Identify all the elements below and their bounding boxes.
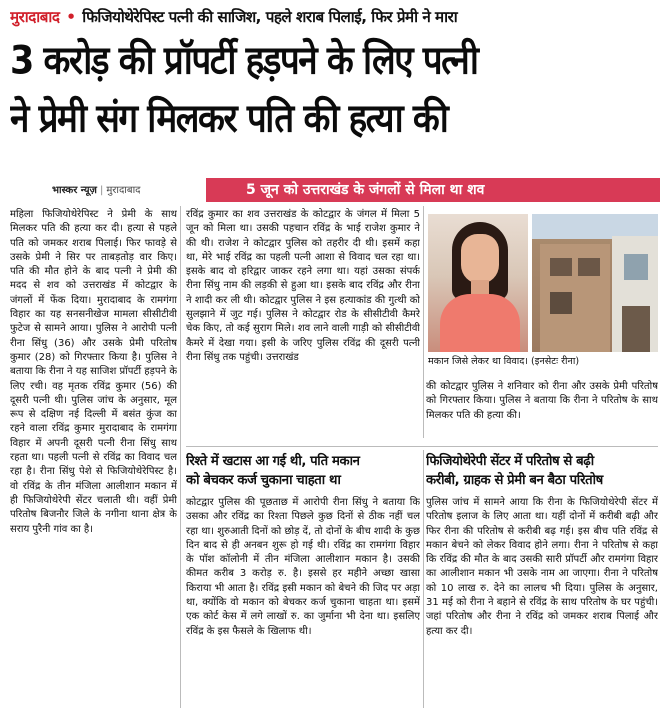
column-divider-3 — [423, 450, 424, 708]
column-divider-1 — [180, 206, 181, 708]
section-2-heading-line-1: रिश्ते में खटास आ गई थी, पति मकान — [186, 454, 360, 469]
woman-photo — [428, 214, 528, 352]
kicker-bullet: • — [66, 8, 76, 26]
section-3-heading-line-2: करीबी, ग्राहक से प्रेमी बन बैठा परितोष — [426, 473, 603, 488]
column-3-text — [426, 380, 658, 438]
column-3-paragraph: की कोटद्वार पुलिस ने शनिवार को रीना और उसके प्रेमी परितोष को गिरफ्तार किया। पुलिस ने बताया कि रीना ने परितोष के साथ मिलकर पति की हत्या की। — [426, 381, 658, 421]
section-3-paragraph: पुलिस जांच में सामने आया कि रीना के फिजियोथेरेपी सेंटर में परितोष इलाज के लिए आता था। यहीं दोनों में करीबी बढ़ी और फिर रीना की परितोष से करीबी बढ़ गई। इस बीच पति रविंद्र से मकान बेचने को लेकर विवाद होने लगा। रीना ने परितोष से कहा कि रविंद्र की मौत के बाद उसकी सारी प्रॉपर्टी और रामगंगा विहार का आलीशान मकान भी उसके नाम आ जाएगा। रीना ने परितोष को 10 लाख रु. देने का लालच भी दिया। पुलिस के अनुसार, 31 मई को रीना ने बहाने से रविंद्र के साथ परितोष के घर पहुंची। जहां परितोष और रीना ने रविंद्र को जमकर शराब पिलाई और हत्या कर दी। — [426, 497, 658, 637]
section-2-text — [186, 496, 420, 708]
byline-location: मुरादाबाद — [106, 185, 141, 196]
kicker-city: मुरादाबाद — [10, 8, 60, 26]
section-2-heading-line-2: को बेचकर कर्ज चुकाना चाहता था — [186, 473, 341, 488]
subhead-banner: 5 जून को उत्तराखंड के जंगलों से मिला था शव — [206, 178, 660, 202]
headline-line-2: ने प्रेमी संग मिलकर पति की हत्या की — [10, 96, 448, 142]
headline-line-1: 3 करोड़ की प्रॉपर्टी हड़पने के लिए पत्नी — [10, 38, 478, 84]
column-2-paragraph: रविंद्र कुमार का शव उत्तराखंड के कोटद्वार के जंगल में मिला 5 जून को मिला था। उसकी पहचान रविंद्र के भाई राजेश कुमार ने की थी। राजेश ने कोटद्वार पुलिस को तहरीर दी थी। इसमें कहा था, मेरे भाई रविंद्र का पहली पत्नी आशा से विवाद चल रहा था। इसके बाद वो हरिद्वार जाकर रहने लगा था। यहां उसका संपर्क रीना सिंधु नाम की लड़की से हुआ था। इसके बाद रविंद्र और रीना ने शादी कर ली थी। कोटद्वार पुलिस ने इस हत्याकांड की गुत्थी को सुलझाने में जुट गई। पुलिस ने कोटद्वार रोड के सीसीटीवी कैमरे चेक किए, तो कई सुराग मिले। शव लाने वाली गाड़ी को सीसीटीवी कैमरे में देखा गया। इसी के जरिए पुलिस रविंद्र की दूसरी पत्नी रीना सिंधु तक पहुंची। उत्तराखंड — [186, 209, 420, 363]
section-2-paragraph: कोटद्वार पुलिस की पूछताछ में आरोपी रीना सिंधु ने बताया कि उसका और रविंद्र का रिश्ता पिछले कुछ दिनों से ठीक नहीं चल रहा था। शुरुआती दिनों को छोड़ दें, तो दोनों के बीच शादी के कुछ दिन बाद से ही अनबन शुरू हो गई थी। रविंद्र का रामगंगा विहार के पॉश कॉलोनी में तीन मंजिला आलीशान मकान है। उसकी कीमत करीब 3 करोड़ रु. है। इससे हर महीने अच्छा खासा किराया भी आता है। रविंद्र इसी मकान को बेचने की जिद पर अड़ा था, क्योंकि वो मकान को बेचकर कर्ज चुकाना चाहता था। इसमें एक कोर्ट केस में लगे लाखों रु. का जुर्माना भी देना था। इसलिए रविंद्र के इस फैसले के खिलाफ थी। — [186, 497, 420, 637]
column-divider-2 — [423, 206, 424, 438]
column-2-text — [186, 208, 420, 440]
photo-caption: मकान जिसे लेकर था विवाद। (इनसेटः रीना) — [428, 356, 580, 367]
section-3-heading-line-1: फिजियोथेरेपी सेंटर में परितोष से बढ़ी — [426, 454, 594, 469]
kicker-line — [10, 6, 655, 28]
section-divider — [186, 446, 658, 447]
headline — [10, 32, 658, 148]
kicker-text: फिजियोथेरेपिस्ट पत्नी की साजिश, पहले शराब पिलाई, फिर प्रेमी ने मारा — [82, 8, 458, 26]
house-photo — [532, 214, 658, 352]
column-1-text — [10, 208, 177, 708]
byline-agency: भास्कर न्यूज़ — [52, 185, 97, 196]
byline — [52, 182, 140, 200]
section-2-heading — [186, 452, 420, 490]
byline-separator: | — [99, 185, 104, 196]
section-3-text — [426, 496, 658, 708]
section-3-heading — [426, 452, 658, 490]
column-1-paragraph: महिला फिजियोथेरेपिस्ट ने प्रेमी के साथ मिलकर पति की हत्या कर दी। हत्या से पहले पति को जमकर शराब पिलाई। फिर फावड़े से उसके प्रेमी ने सिर पर ताबड़तोड़ वार किए। पति की मौत होने के बाद पत्नी ने प्रेमी की मदद से शव को उत्तराखंड में कोटद्वार के जंगलों में फेंक दिया। मुरादाबाद के रामगंगा विहार का यह सनसनीखेज मामला सीसीटीवी फुटेज से सामने आया। पुलिस ने आरोपी पत्नी रीना सिंधु (36) और उसके प्रेमी परितोष कुमार (28) को गिरफ्तार किया है। पुलिस ने बताया कि रीना ने यह साजिश प्रॉपर्टी हड़पने के लिए रची। वह मृतक रविंद्र कुमार (56) की दूसरी पत्नी थी। पुलिस जांच के अनुसार, मूल रूप से दक्षिण नई दिल्ली में बसंत कुंज का रहने वाला रविंद्र कुमार मुरादाबाद के रामगंगा विहार में अपनी दूसरी पत्नी रीना सिंधु साथ रहता था। पहली पत्नी से रविंद्र का विवाद चल रहा है। रीना सिंधु पेशे से फिजियोथेरेपिस्ट है। वो रविंद्र के तीन मंजिला आलीशान मकान में ही फिजियोथेरेपी सेंटर चलाती थी। वहीं प्रेमी परितोष बिजनौर जिले के नगीना थाना क्षेत्र के सराय पुरैनी गांव का है। — [10, 209, 177, 535]
